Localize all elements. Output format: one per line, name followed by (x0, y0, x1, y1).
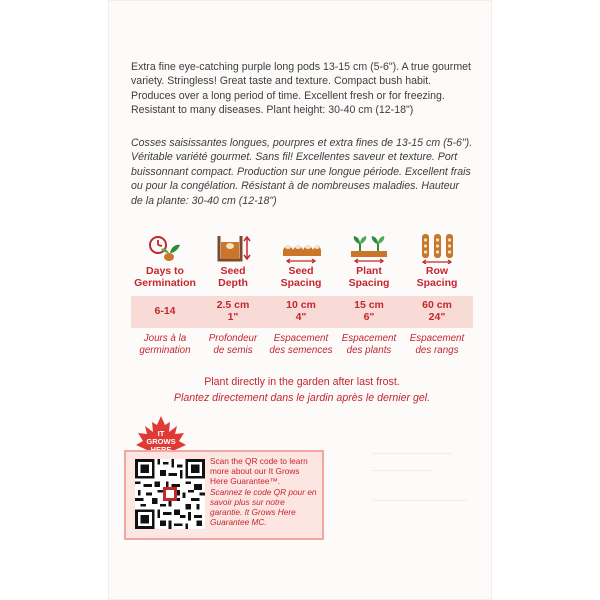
guarantee-badge-text: IT GROWS (146, 429, 176, 446)
guide-days-to-germination (131, 230, 199, 360)
description-english: Extra fine eye-catching purple long pods 13-15 cm (5-6"). A true gourmet variety. Stringless! Great taste and texture. Compact bush habit. Produces over a long period of time. Excellent fresh or for freezing. Resistant to many diseases. Plant height: 30-40 cm (12-18") (131, 61, 471, 117)
qr-text-english: Scan the QR code to learn more about our It Grows Here Guarantee™. (210, 456, 308, 487)
faint-line (372, 470, 432, 471)
plant-spacing-icon (349, 232, 389, 264)
guide-label: Row Spacing (416, 265, 458, 289)
planting-note-english: Plant directly in the garden after last frost. (204, 376, 400, 388)
guide-value: 2.5 cm 1" (216, 299, 250, 323)
seed-spacing-icon (281, 232, 321, 264)
guide-label-french: Espacement des plants (341, 333, 397, 356)
guide-plant-spacing (335, 230, 403, 360)
guide-label-french: Jours à la germination (139, 333, 191, 356)
guide-label: Seed Depth (218, 265, 248, 289)
guide-value: 60 cm 24" (422, 299, 452, 323)
seed-depth-icon (213, 232, 253, 264)
guide-seed-depth (199, 230, 267, 360)
guide-seed-spacing (267, 230, 335, 360)
description-french: Cosses saisissantes longues, pourpres et extra fines de 13-15 cm (5-6"). Véritable variété gourmet. Sans fil! Excellentes saveur et texture. Port buissonnant compact. Production sur une longue période. Excellent frais ou pour la congélation. Résistant à de nombreuses maladies. Hauteur de la plante: 30-40 cm (12-18") (131, 137, 473, 207)
faint-line (372, 453, 452, 454)
faint-line (372, 500, 467, 501)
clock-sprout-icon (145, 232, 185, 264)
growing-guide (131, 230, 473, 360)
qr-section (124, 450, 324, 540)
guide-label-french: Espacement des semences (269, 333, 333, 356)
qr-code-icon[interactable] (135, 459, 205, 529)
guide-label: Plant Spacing (348, 265, 390, 289)
qr-text-french: Scannez le code QR pour en savoir plus sur notre garantie. It Grows Here Guarantee MC. (210, 486, 317, 528)
guide-label-french: Espacement des rangs (409, 333, 465, 356)
row-spacing-icon (417, 232, 457, 264)
guide-label: Seed Spacing (280, 265, 322, 289)
guide-value: 10 cm 4" (286, 299, 316, 323)
guide-row-spacing (403, 230, 471, 360)
qr-text (210, 456, 318, 527)
guide-label: Days to Germination (134, 265, 196, 289)
planting-note-french: Plantez directement dans le jardin après le dernier gel. (173, 392, 431, 404)
guide-label-french: Profondeur de semis (208, 333, 258, 356)
guide-value: 15 cm 6" (354, 299, 384, 323)
guide-value: 6-14 (154, 305, 176, 317)
